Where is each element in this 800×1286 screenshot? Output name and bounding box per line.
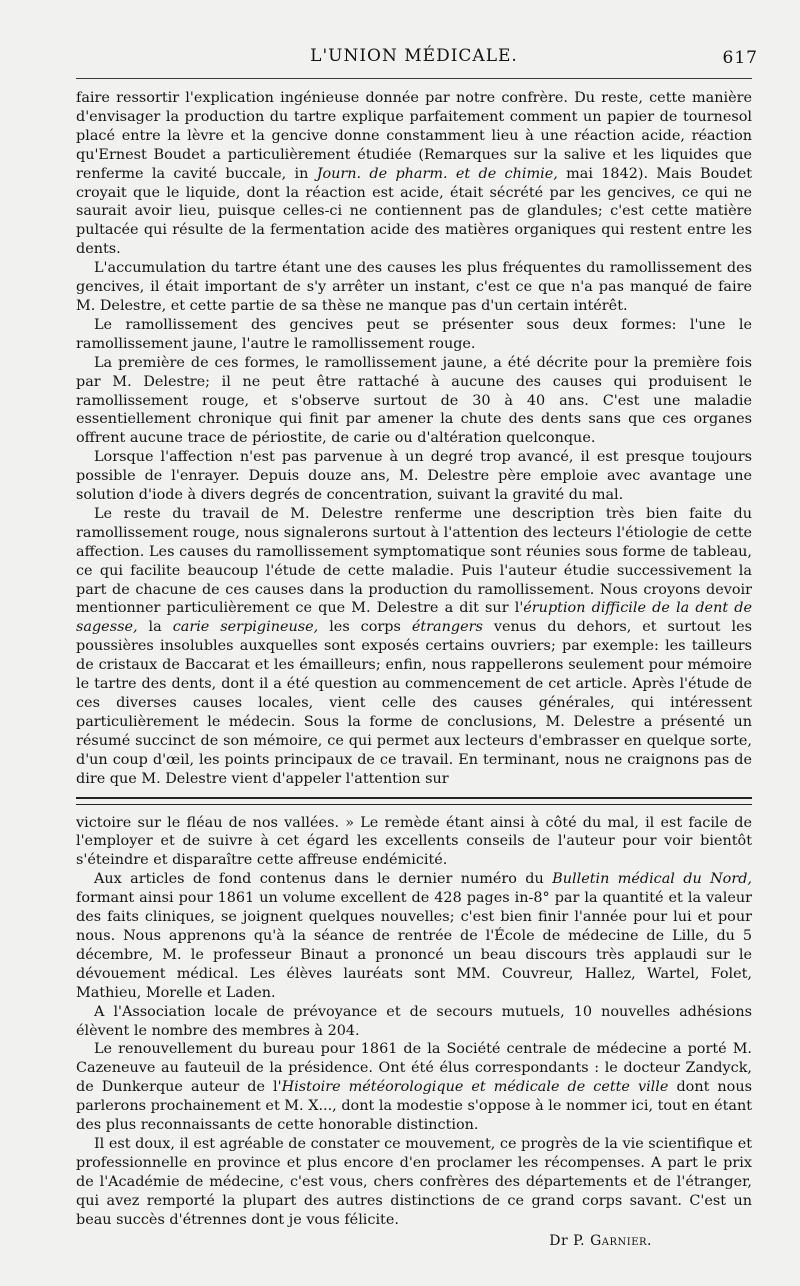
paragraph: Il est doux, il est agréable de constater ce mouvement, ce progrès de la vie scientifique et professionnelle en province et plus encore d'en proclamer les récompenses. A part le prix de l'Académie de médecine, c'est vous, chers confrères des départements et de l'étranger, qui avez remporté la plupart des autres distinctions de ce grand corps savant. C'est un beau succès d'étrennes dont je vous félicite.	[76, 1135, 752, 1228]
article-upper	[76, 89, 752, 789]
paragraph: La première de ces formes, le ramollissement jaune, a été décrite pour la première fois par M. Delestre; il ne peut être rattaché à aucune des causes qui produisent le ramollissement rouge, et s'observe surtout de 30 à 40 ans. C'est une maladie essentiellement chronique qui finit par amener la chute des dents sans que ces organes offrent aucune trace de périostite, de carie ou d'altération quelconque.	[76, 354, 752, 447]
paragraph: Aux articles de fond contenus dans le dernier numéro du Bulletin médical du Nord, formant ainsi pour 1861 un volume excellent de 428 pages in-8° par la quantité et la valeur des faits cliniques, se joignent quelques nouvelles; c'est bien finir l'année pour lui et pour nous. Nous apprenons qu'à la séance de rentrée de l'École de médecine de Lille, du 5 décembre, M. le professeur Binaut a prononcé un beau discours très applaudi sur le dévouement médical. Les élèves lauréats sont MM. Couvreur, Hallez, Wartel, Folet, Mathieu, Morelle et Laden.	[76, 871, 752, 1001]
paragraph: Le ramollissement des gencives peut se présenter sous deux formes: l'une le ramollissement jaune, l'autre le ramollissement rouge.	[76, 316, 752, 352]
paragraph: victoire sur le fléau de nos vallées. » Le remède étant ainsi à côté du mal, il est facile de l'employer et de suivre à cet égard les excellents conseils de l'auteur pour voir bientôt s'éteindre et disparaître cette affreuse endémicité.	[76, 814, 752, 869]
section-divider	[76, 797, 752, 805]
paragraph: Le renouvellement du bureau pour 1861 de la Société centrale de médecine a porté M. Cazeneuve au fauteuil de la présidence. Ont été élus correspondants : le docteur Zandyck, de Dunkerque auteur de l'Histoire météorologique et médicale de cette ville dont nous parlerons prochainement et M. X..., dont la modestie s'oppose à le nommer ici, tout en étant des plus reconnaissants de cette honorable distinction.	[76, 1041, 752, 1134]
paragraph: L'accumulation du tartre étant une des causes les plus fréquentes du ramollissement des gencives, il était important de s'y arrêter un instant, c'est ce que n'a pas manqué de faire M. Delestre, et cette partie de sa thèse ne manque pas d'un certain intérêt.	[76, 260, 752, 314]
author-signature: Dr P. Garnier.	[549, 1233, 652, 1250]
running-header	[76, 46, 758, 76]
journal-title: L'UNION MÉDICALE.	[310, 46, 518, 66]
article-lower	[76, 814, 752, 1230]
paragraph: A l'Association locale de prévoyance et de secours mutuels, 10 nouvelles adhésions élèvent le nombre des membres à 204.	[76, 1003, 752, 1039]
header-rule	[76, 78, 752, 79]
paragraph: Le reste du travail de M. Delestre renferme une description très bien faite du ramollissement rouge, nous signalerons surtout à l'attention des lecteurs l'étiologie de cette affection. Les causes du ramollissement symptomatique sont réunies sous forme de tableau, ce qui facilite beaucoup l'étude de cette maladie. Puis l'auteur étudie successivement la part de chacune de ces causes dans la production du ramollissement. Nous croyons devoir mentionner particulièrement ce que M. Delestre a dit sur l'éruption difficile de la dent de sagesse, la carie serpigineuse, les corps étrangers venus du dehors, et surtout les poussières insolubles auxquelles sont exposés certains ouvriers; par exemple: les tailleurs de cristaux de Baccarat et les émailleurs; enfin, nous rappellerons seulement pour mémoire le tartre des dents, dont il a été question au commencement de cet article. Après l'étude de ces diverses causes locales, vient celle des causes générales, qui intéressent particulièrement le médecin. Sous la forme de conclusions, M. Delestre a présenté un résumé succinct de son mémoire, ce qui permet aux lecteurs d'embrasser en quelque sorte, d'un coup d'œil, les points principaux de ce travail. En terminant, nous ne craignons pas de dire que M. Delestre vient d'appeler l'attention sur	[76, 505, 753, 787]
page-number: 617	[722, 48, 758, 68]
paragraph: Lorsque l'affection n'est pas parvenue à un degré trop avancé, il est presque toujours possible de l'enrayer. Depuis douze ans, M. Delestre père emploie avec avantage une solution d'iode à divers degrés de concentration, suivant la gravité du mal.	[76, 449, 752, 504]
paragraph: faire ressortir l'explication ingénieuse donnée par notre confrère. Du reste, cette manière d'envisager la production du tartre explique parfaitement comment un papier de tournesol placé entre la lèvre et la gencive donne constamment lieu à une réaction acide, réaction qu'Ernest Boudet a particulièrement étudiée (Remarques sur la salive et les liquides que renferme la cavité buccale, in Journ. de pharm. et de chimie, mai 1842). Mais Boudet croyait que le liquide, dont la réaction est acide, était sécrété par les gencives, ce qui ne saurait avoir lieu, puisque celles-ci ne contiennent pas de glandules; c'est cette matière pultacée qui résulte de la fermentation acide des matières organiques qui restent entre les dents.	[76, 90, 753, 258]
